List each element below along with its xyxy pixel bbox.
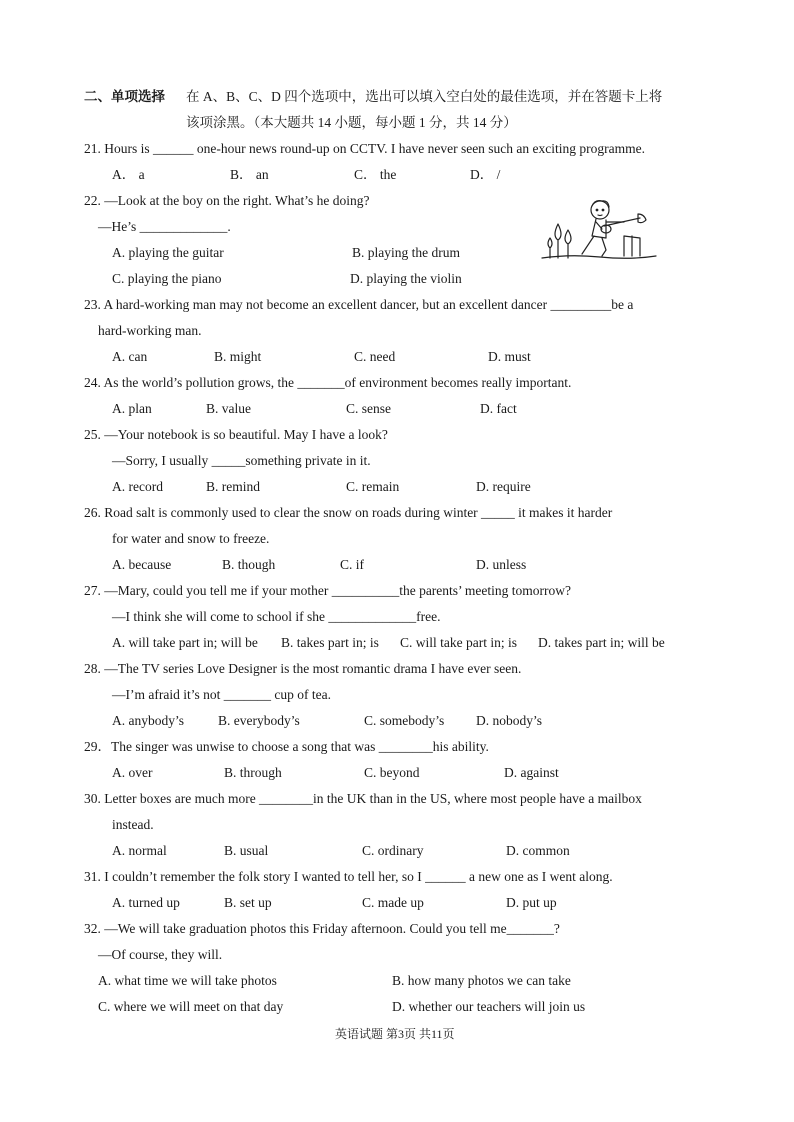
question-23-option-c[interactable]: C. need [354,349,396,364]
question-25-option-d[interactable]: D. require [476,479,531,494]
question-25-text: 25. —Your notebook is so beautiful. May I have a look? [84,427,388,442]
question-24-option-b[interactable]: B. value [206,401,251,416]
question-27-option-b[interactable]: B. takes part in; is [281,635,379,650]
question-22-text: 22. —Look at the boy on the right. What’s he doing? [84,193,370,208]
question-28-option-a[interactable]: A. anybody’s [112,713,184,728]
question-25-option-a[interactable]: A. record [112,479,163,494]
question-23-option-b[interactable]: B. might [214,349,262,364]
question-32-option-a[interactable]: A. what time we will take photos [98,973,277,988]
question-30-option-c[interactable]: C. ordinary [362,843,424,858]
question-29-option-c[interactable]: C. beyond [364,765,420,780]
question-23-option-d[interactable]: D. must [488,349,531,364]
question-28-text: 28. —The TV series Love Designer is the most romantic drama I have ever seen. [84,661,522,676]
question-32-option-c[interactable]: C. where we will meet on that day [98,999,284,1014]
question-31-text: 31. I couldn’t remember the folk story I wanted to tell her, so I ______ a new one as I went along. [84,869,613,884]
question-21-text: 21. Hours is ______ one-hour news round-up on CCTV. I have never seen such an exciting programme. [84,141,646,156]
question-24-text: 24. As the world’s pollution grows, the _______of environment becomes really important. [84,375,572,390]
question-26-option-c[interactable]: C. if [340,557,365,572]
question-26-option-a[interactable]: A. because [112,557,172,572]
question-22-option-d[interactable]: D. playing the violin [350,271,462,286]
question-30-option-a[interactable]: A. normal [112,843,167,858]
question-31-option-c[interactable]: C. made up [362,895,424,910]
question-26-text: 26. Road salt is commonly used to clear the snow on roads during winter _____ it makes it harder [84,505,613,520]
question-30-option-d[interactable]: D. common [506,843,570,858]
question-28-option-c[interactable]: C. somebody’s [364,713,445,728]
question-26-option-d[interactable]: D. unless [476,557,527,572]
question-24-option-d[interactable]: D. fact [480,401,517,416]
question-27-option-d[interactable]: D. takes part in; will be [538,635,665,650]
question-29-option-b[interactable]: B. through [224,765,282,780]
question-24-option-a[interactable]: A. plan [112,401,152,416]
question-27-option-c[interactable]: C. will take part in; is [400,635,517,650]
question-26-text-line2: for water and snow to freeze. [112,531,270,546]
question-28-option-d[interactable]: D. nobody’s [476,713,543,728]
question-25-option-c[interactable]: C. remain [346,479,400,494]
question-31-option-a[interactable]: A. turned up [112,895,180,910]
question-29-text: 29．The singer was unwise to choose a song that was ________his ability. [84,739,489,754]
question-31-option-b[interactable]: B. set up [224,895,272,910]
question-32-text-line2: —Of course, they will. [98,947,223,962]
question-30-text: 30. Letter boxes are much more ________in the UK than in the US, where most people have a mailbox [84,791,642,806]
question-24-option-c[interactable]: C. sense [346,401,391,416]
question-31-option-d[interactable]: D. put up [506,895,557,910]
question-23-text-line2: hard-working man. [98,323,202,338]
question-25-option-b[interactable]: B. remind [206,479,260,494]
question-21-option-d[interactable]: D． / [470,167,501,182]
question-27-text-line2: —I think she will come to school if she _____________free. [112,609,441,624]
question-32-option-d[interactable]: D. whether our teachers will join us [392,999,586,1014]
question-22-option-a[interactable]: A. playing the guitar [112,245,224,260]
question-29-option-d[interactable]: D. against [504,765,559,780]
section-instruction-line2: 该项涂黑。（本大题共 14 小题，每小题 1 分，共 14 分） [186,115,517,130]
question-28-option-b[interactable]: B. everybody’s [218,713,300,728]
boy-playing-illustration [540,196,658,264]
question-23-option-a[interactable]: A. can [112,349,148,364]
question-26-option-b[interactable]: B. though [222,557,276,572]
question-29-option-a[interactable]: A. over [112,765,153,780]
question-21-option-c[interactable]: C． the [354,167,397,182]
question-21-option-a[interactable]: A． a [112,167,145,182]
question-27-text: 27. —Mary, could you tell me if your mother __________the parents’ meeting tomorrow? [84,583,572,598]
question-32-text: 32. —We will take graduation photos this Friday afternoon. Could you tell me_______? [84,921,560,936]
question-23-text: 23. A hard-working man may not become an excellent dancer, but an excellent dancer _________be a [84,297,634,312]
question-22-text-line2: —He’s _____________. [98,219,231,234]
question-30-option-b[interactable]: B. usual [224,843,269,858]
question-32-option-b[interactable]: B. how many photos we can take [392,973,571,988]
question-22-option-b[interactable]: B. playing the drum [352,245,460,260]
question-22-option-c[interactable]: C. playing the piano [112,271,222,286]
section-instruction-line1: 在 A、B、C、D 四个选项中，选出可以填入空白处的最佳选项，并在答题卡上将 [186,89,663,104]
question-28-text-line2: —I’m afraid it’s not _______ cup of tea. [112,687,331,702]
question-30-text-line2: instead. [112,817,154,832]
question-27-option-a[interactable]: A. will take part in; will be [112,635,258,650]
page-footer: 英语试题 第3页 共11页 [335,1027,455,1041]
question-25-text-line2: —Sorry, I usually _____something private in it. [112,453,371,468]
section-heading: 二、单项选择 [84,89,165,104]
question-21-option-b[interactable]: B． an [230,167,269,182]
